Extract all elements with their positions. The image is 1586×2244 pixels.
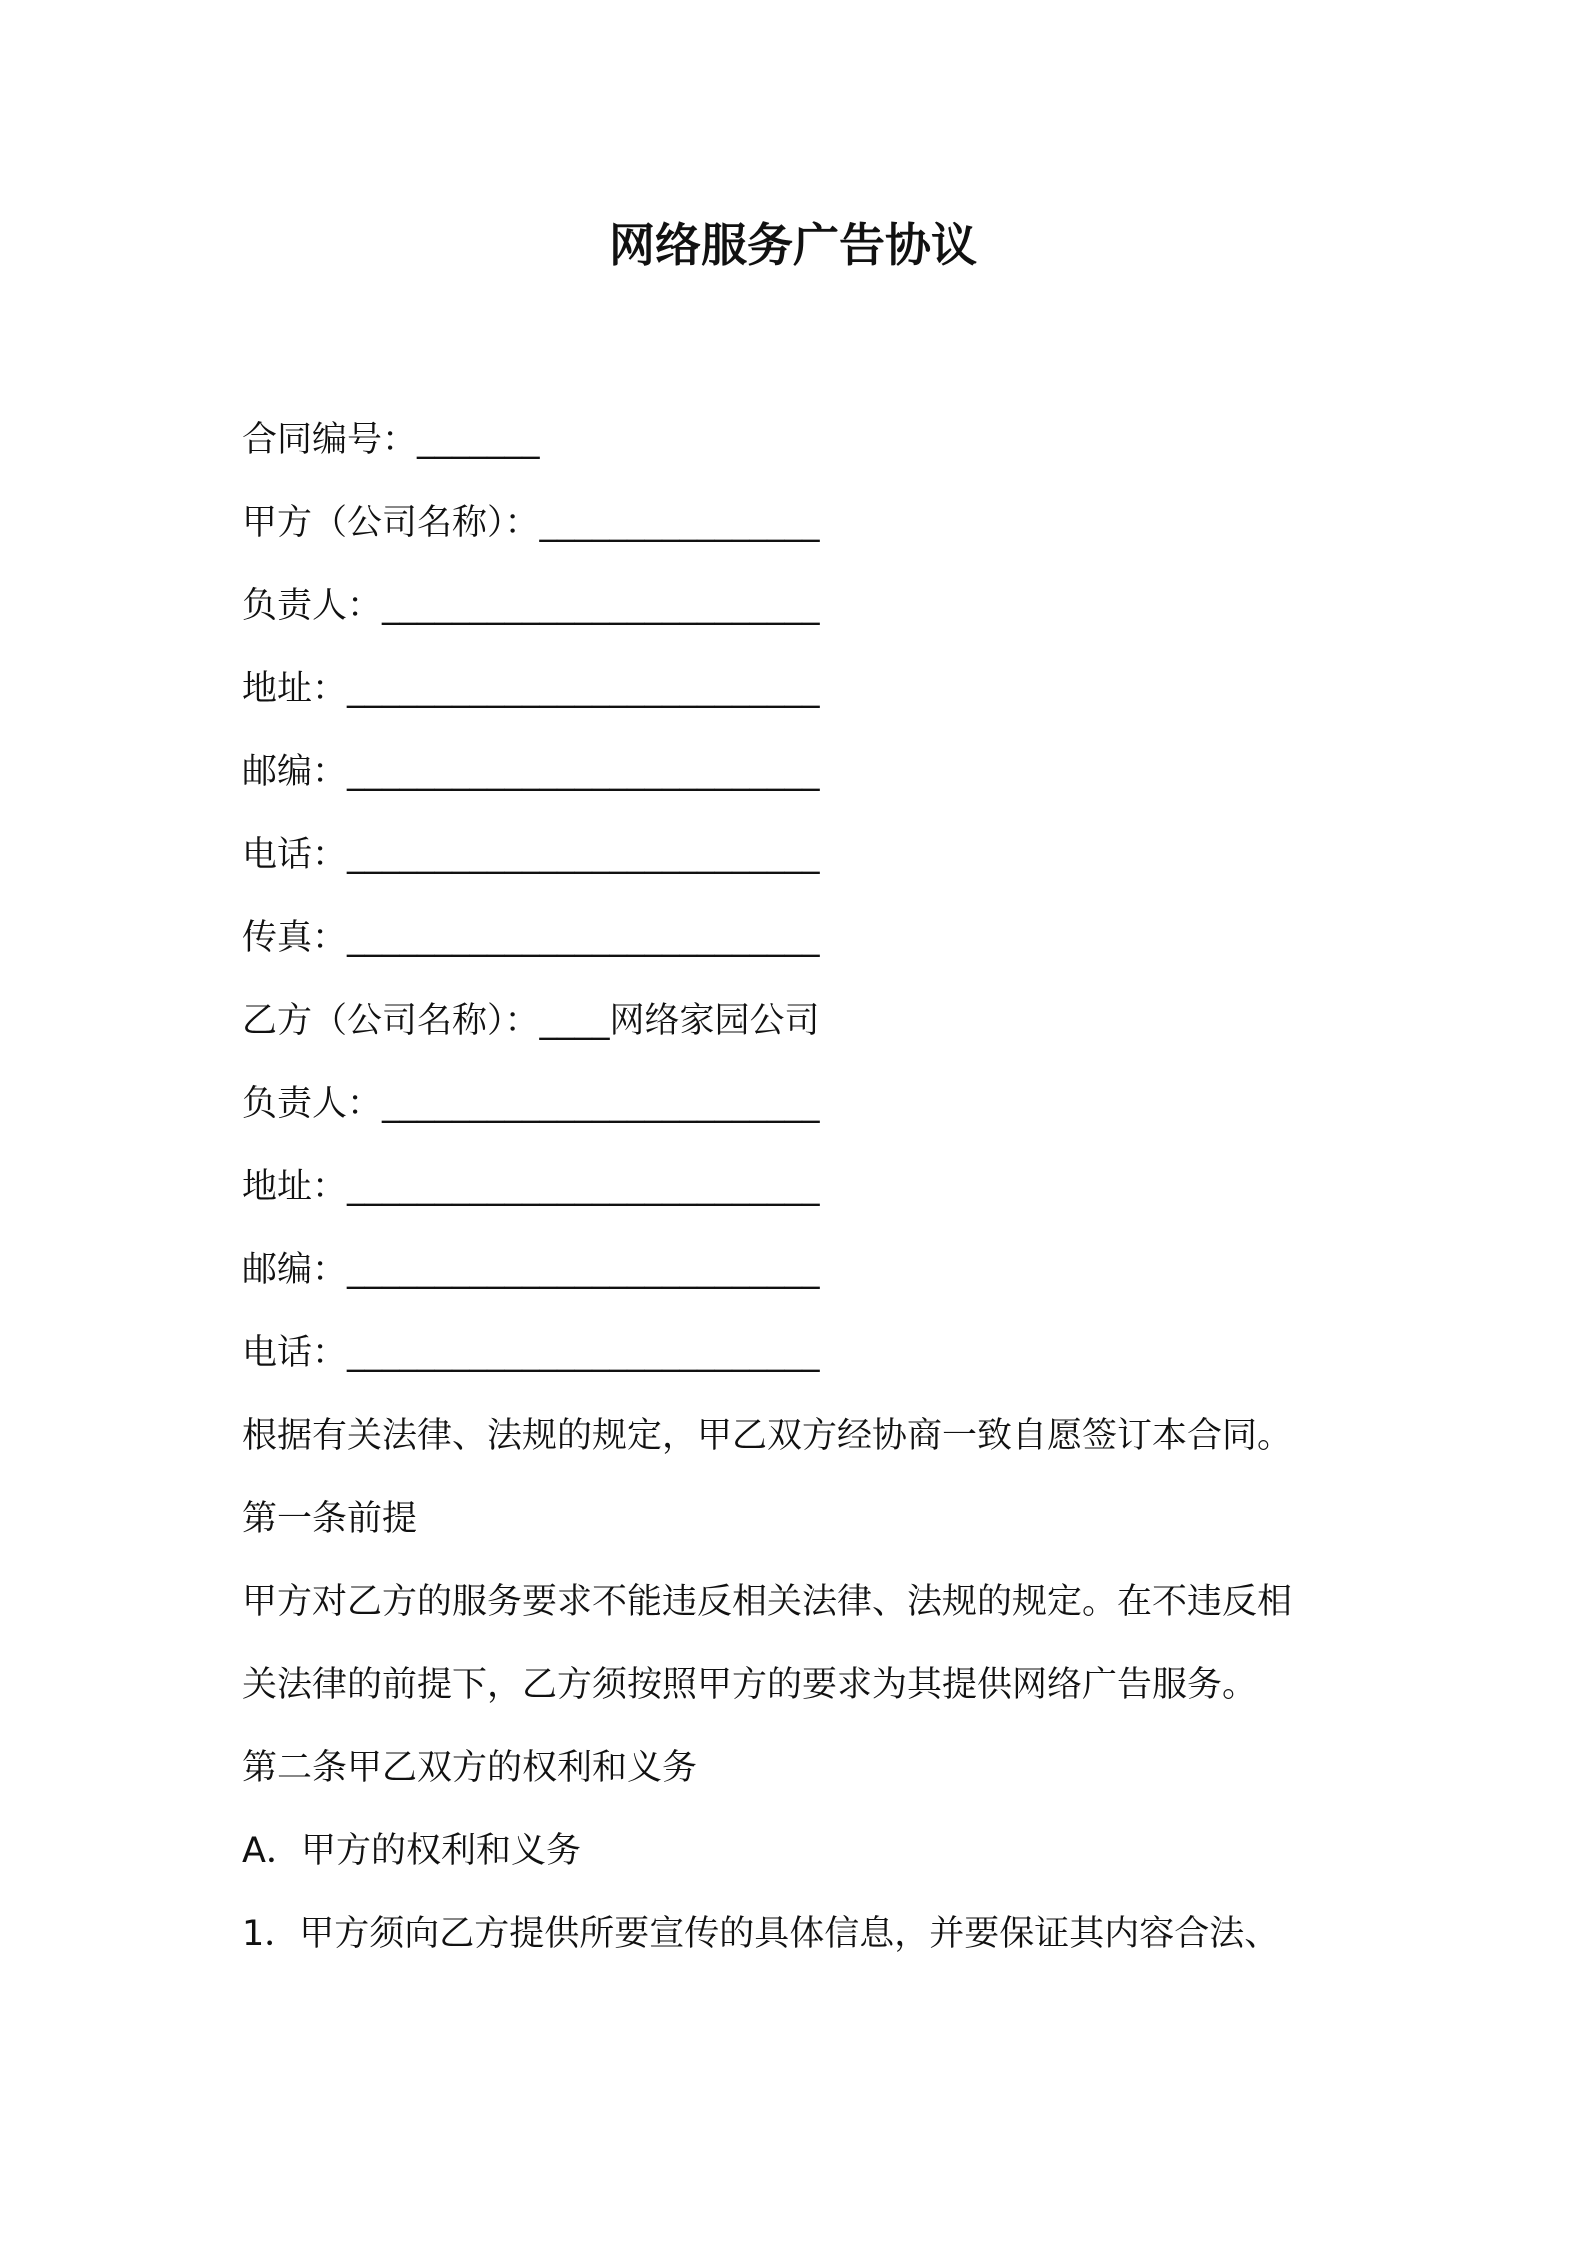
field-label: 传真：	[242, 918, 348, 958]
party-a-phone-field	[242, 830, 820, 880]
field-blank: _______	[417, 420, 540, 460]
party-a-address-field	[242, 664, 820, 714]
field-label: 电话：	[242, 835, 348, 875]
document-title: 网络服务广告协议	[609, 218, 977, 272]
field-blank: ________________	[539, 503, 820, 543]
field-blank: ___________________________	[347, 1333, 820, 1373]
party-a-fax-field	[242, 913, 820, 963]
section-a-heading: A．甲方的权利和义务	[242, 1831, 581, 1871]
party-a-name-field	[242, 498, 820, 548]
party-a-postcode-field	[242, 747, 820, 797]
field-blank: ___________________________	[347, 835, 820, 875]
party-b-address-field	[242, 1162, 820, 1212]
field-label: 甲方（公司名称）：	[242, 503, 540, 543]
field-label: 地址：	[242, 1167, 348, 1207]
party-a-person-field	[242, 581, 820, 631]
field-blank: ___________________________	[347, 669, 820, 709]
article-2-heading: 第二条甲乙双方的权利和义务	[242, 1748, 698, 1788]
field-label: 合同编号：	[242, 420, 418, 460]
field-blank: ___________________________	[347, 752, 820, 792]
field-blank: _________________________	[382, 1084, 820, 1124]
article-1-text-line-1: 甲方对乙方的服务要求不能违反相关法律、法规的规定。在不违反相	[242, 1582, 1293, 1622]
field-blank: _________________________	[382, 586, 820, 626]
contract-number-field	[242, 415, 540, 465]
article-1-text-line-2: 关法律的前提下，乙方须按照甲方的要求为其提供网络广告服务。	[242, 1665, 1258, 1705]
field-blank: ___________________________	[347, 1250, 820, 1290]
article-1-heading: 第一条前提	[242, 1499, 418, 1539]
field-label: 负责人：	[242, 1084, 383, 1124]
item-1-text: 1．甲方须向乙方提供所要宣传的具体信息，并要保证其内容合法、	[242, 1914, 1280, 1954]
party-b-phone-field	[242, 1328, 820, 1378]
party-b-name-field	[242, 996, 820, 1046]
field-label: 电话：	[242, 1333, 348, 1373]
field-label: 地址：	[242, 669, 348, 709]
field-label: 乙方（公司名称）：	[242, 1001, 540, 1041]
field-blank: ___________________________	[347, 1167, 820, 1207]
party-b-person-field	[242, 1079, 820, 1129]
field-label: 负责人：	[242, 586, 383, 626]
field-label: 邮编：	[242, 1250, 348, 1290]
field-blank: ____网络家园公司	[539, 1001, 820, 1041]
field-label: 邮编：	[242, 752, 348, 792]
intro-paragraph: 根据有关法律、法规的规定，甲乙双方经协商一致自愿签订本合同。	[242, 1416, 1293, 1456]
party-b-postcode-field	[242, 1245, 820, 1295]
field-blank: ___________________________	[347, 918, 820, 958]
